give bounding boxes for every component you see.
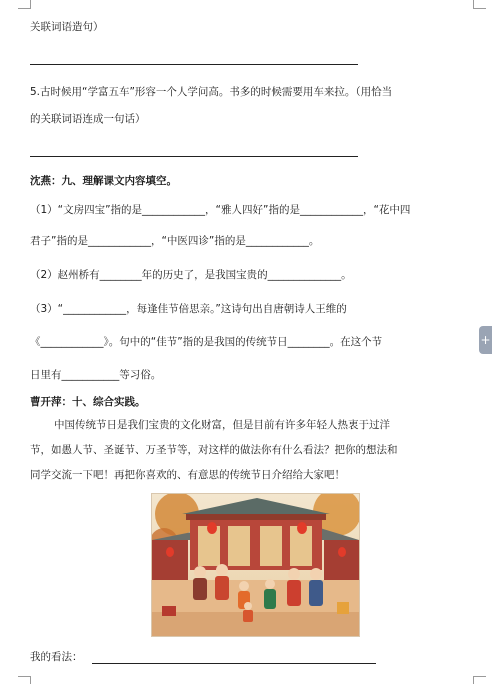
crop-mark-bottom-right-v <box>473 676 474 684</box>
s10-paragraph-line-3: 同学交流一下吧！再把你喜欢的、有意思的传统节日介绍给大家吧！ <box>30 469 345 481</box>
s9-q3-line-1: （3）“____________，每逢佳节倍思亲。”这诗句出自唐朝诗人王维的 <box>30 303 347 315</box>
crop-mark-bottom-left-v <box>30 676 31 684</box>
s9-q1-line-2: 君子”指的是____________，“中医四诊”指的是____________。 <box>30 235 320 247</box>
my-view-label: 我的看法： <box>30 651 83 663</box>
q4-tail-text: 关联词语造句） <box>30 21 104 33</box>
s9-q3-line-3: 日里有___________等习俗。 <box>30 369 162 381</box>
q5-answer-line[interactable] <box>30 156 358 157</box>
q4-answer-line[interactable] <box>30 64 358 65</box>
crop-mark-top-right-h <box>474 8 486 9</box>
crop-mark-bottom-left-h <box>18 676 30 677</box>
q5-line-1: 5.古时候用“学富五车”形容一个人学问高。书多的时候需要用车来拉。（用恰当 <box>30 86 393 98</box>
crop-mark-bottom-right-h <box>474 676 486 677</box>
s9-q1-line-1: （1）“文房四宝”指的是____________，“雅人四好”指的是____________，“花中四 <box>30 204 411 216</box>
crop-mark-top-left-h <box>18 8 30 9</box>
family-festival-illustration <box>151 493 360 637</box>
s10-paragraph-line-2: 节，如愚人节、圣诞节、万圣节等，对这样的做法你有什么看法？把你的想法和 <box>30 444 398 456</box>
s9-q3-line-2: 《____________》。句中的“佳节”指的是我国的传统节日________。在这个节 <box>30 336 383 348</box>
section-9-heading: 沈燕：九、理解课文内容填空。 <box>30 175 177 187</box>
family-festival-courtyard-illustration-icon <box>152 494 359 636</box>
s10-paragraph-line-1: 中国传统节日是我们宝贵的文化财富，但是目前有许多年轻人热衷于过洋 <box>54 419 390 431</box>
crop-mark-top-left-v <box>30 0 31 9</box>
q5-line-2: 的关联词语连成一句话） <box>30 113 146 125</box>
my-view-answer-line[interactable] <box>92 663 376 664</box>
s9-q2: （2）赵州桥有________年的历史了，是我国宝贵的______________。 <box>30 269 352 281</box>
plus-icon: + <box>480 333 491 347</box>
section-10-heading: 曹开萍：十、综合实践。 <box>30 396 146 408</box>
expand-side-tab[interactable] <box>479 326 492 354</box>
